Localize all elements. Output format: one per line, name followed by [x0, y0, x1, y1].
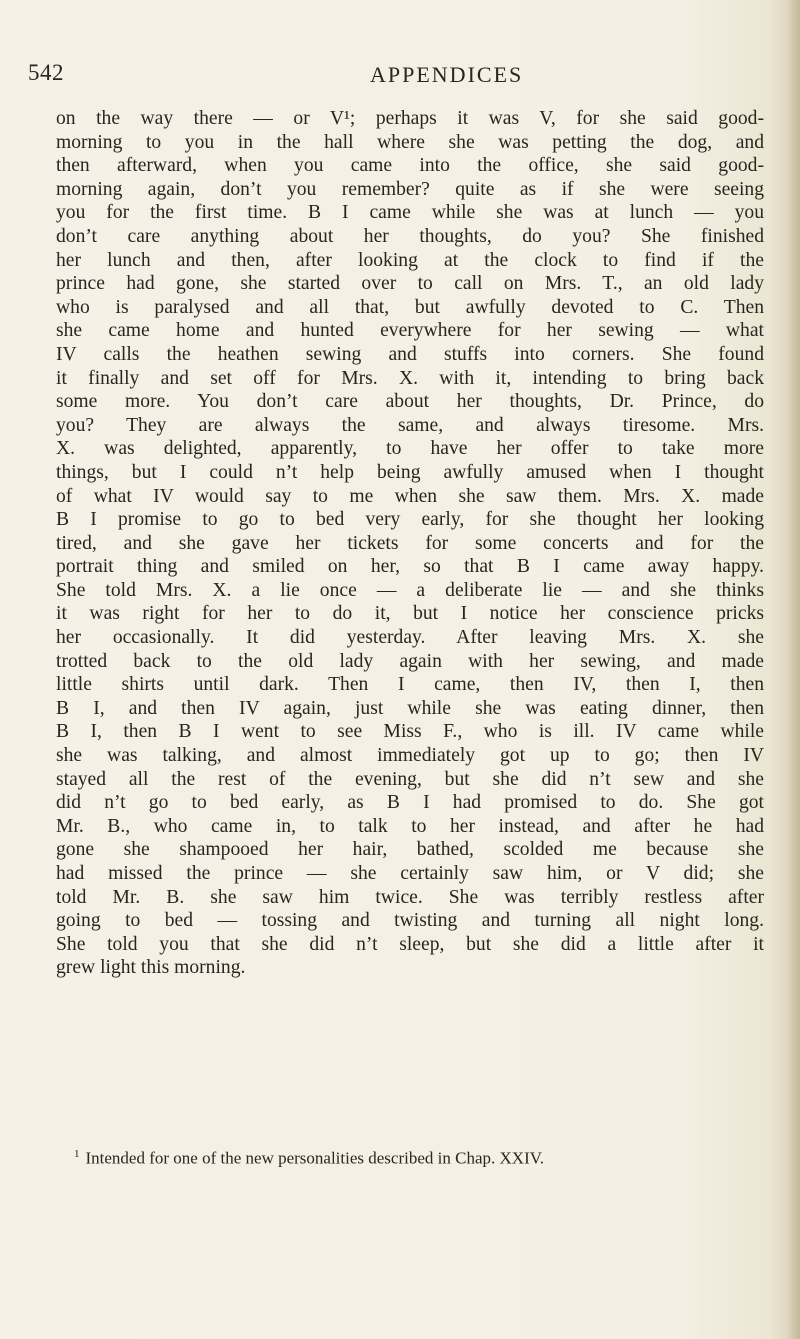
text-line: things, but I could n’t help being awfully amused when I thought	[56, 461, 764, 483]
text-line: tired, and she gave her tickets for some concerts and for the	[56, 532, 764, 554]
text-line: She told you that she did n’t sleep, but she did a little after it	[56, 933, 764, 955]
text-line: X. was delighted, apparently, to have her offer to take more	[56, 438, 764, 460]
page-header	[0, 60, 800, 94]
text-line: don’t care anything about her thoughts, do you? She finished	[56, 225, 764, 247]
footnote-text: Intended for one of the new personalities described in Chap. XXIV.	[85, 1148, 545, 1168]
text-line: morning again, don’t you remember? quite as if she were seeing	[56, 178, 764, 200]
text-line: some more. You don’t care about her thoughts, Dr. Prince, do	[56, 391, 764, 413]
text-line: of what IV would say to me when she saw them. Mrs. X. made	[56, 485, 764, 507]
text-line: you for the first time. B I came while she was at lunch — you	[56, 202, 764, 224]
text-line: her occasionally. It did yesterday. After leaving Mrs. X. she	[56, 627, 764, 649]
text-line: grew light this morning.	[56, 957, 246, 979]
text-line: Mr. B., who came in, to talk to her instead, and after he had	[56, 815, 764, 837]
text-line: then afterward, when you came into the office, she said good-	[56, 155, 764, 177]
text-line: gone she shampooed her hair, bathed, scolded me because she	[56, 839, 764, 861]
text-line: had missed the prince — she certainly saw him, or V did; she	[56, 863, 764, 884]
text-line: on the way there — or V¹; perhaps it was V, for she said good-	[56, 108, 764, 129]
text-line: her lunch and then, after looking at the clock to find if the	[56, 249, 764, 271]
text-line: stayed all the rest of the evening, but she did n’t sew and she	[56, 768, 764, 790]
text-line: IV calls the heathen sewing and stuffs into corners. She found	[56, 343, 764, 365]
text-line: going to bed — tossing and twisting and turning all night long.	[56, 910, 764, 932]
running-head: APPENDICES	[370, 62, 524, 87]
text-line: you? They are always the same, and always tiresome. Mrs.	[56, 414, 764, 436]
text-line: B I, and then IV again, just while she was eating dinner, then	[56, 697, 764, 719]
text-line: who is paralysed and all that, but awfully devoted to C. Then	[56, 296, 764, 318]
page-number: 542	[28, 60, 64, 85]
body-paragraph	[56, 107, 764, 980]
text-line: B I, then B I went to see Miss F., who is ill. IV came while	[56, 721, 764, 743]
text-line: it finally and set off for Mrs. X. with it, intending to bring back	[56, 367, 764, 389]
text-line: little shirts until dark. Then I came, then IV, then I, then	[56, 674, 764, 696]
text-line: it was right for her to do it, but I notice her conscience pricks	[56, 603, 764, 625]
text-line: She told Mrs. X. a lie once — a deliberate lie — and she thinks	[56, 579, 764, 601]
text-line: portrait thing and smiled on her, so that B I came away happy.	[56, 556, 764, 578]
page-edge-shadow	[786, 0, 800, 1339]
footnote-marker: 1	[74, 1148, 80, 1160]
text-line: trotted back to the old lady again with her sewing, and made	[56, 650, 764, 672]
text-line: she was talking, and almost immediately got up to go; then IV	[56, 745, 764, 767]
text-line: told Mr. B. she saw him twice. She was terribly restless after	[56, 886, 764, 908]
text-line: B I promise to go to bed very early, for she thought her looking	[56, 509, 764, 531]
footnote	[74, 1144, 764, 1169]
text-line: morning to you in the hall where she was petting the dog, and	[56, 131, 764, 153]
text-line: did n’t go to bed early, as B I had promised to do. She got	[56, 792, 764, 814]
text-line: prince had gone, she started over to call on Mrs. T., an old lady	[56, 273, 764, 295]
text-line: she came home and hunted everywhere for her sewing — what	[56, 320, 764, 342]
